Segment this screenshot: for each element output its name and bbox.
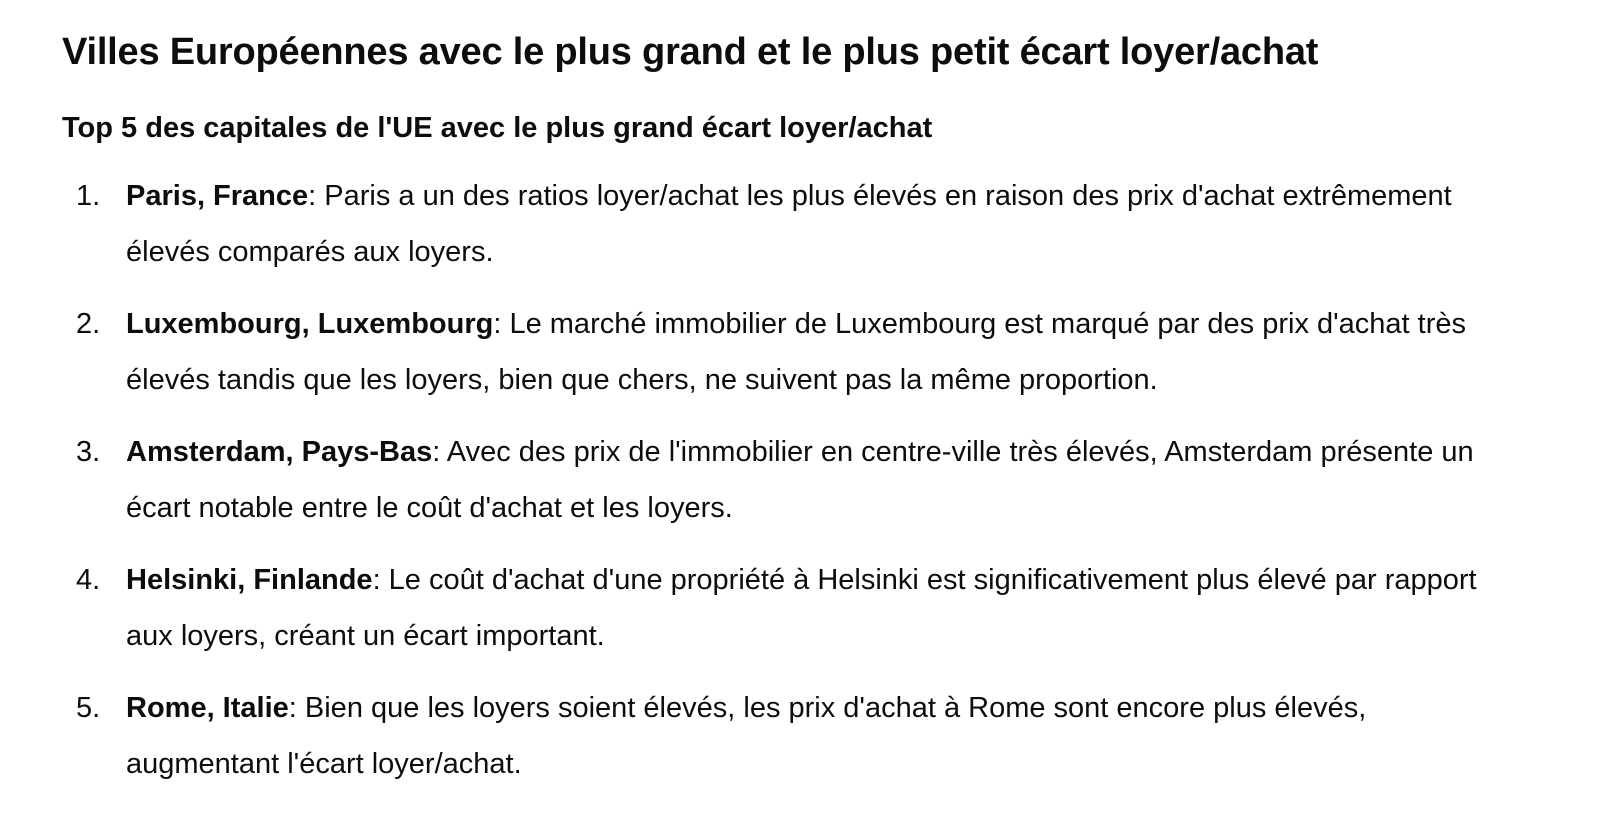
list-item	[62, 168, 1512, 280]
list-item-text: Le marché immobilier de Luxembourg est marqué par des prix d'achat très élevés tandis que les loyers, bien que chers, ne suivent pas la même proportion.	[126, 308, 1467, 396]
list-item-text: Paris a un des ratios loyer/achat les plus élevés en raison des prix d'achat extrêmement élevés comparés aux loyers.	[126, 180, 1452, 268]
list-item-separator: :	[288, 692, 297, 724]
list-item-number: 1.	[76, 180, 101, 212]
list-item-separator: :	[432, 436, 441, 468]
section-heading: Top 5 des capitales de l'UE avec le plus grand écart loyer/achat	[62, 112, 933, 144]
list-item-number: 5.	[76, 692, 101, 724]
list-item-text: Avec des prix de l'immobilier en centre-ville très élevés, Amsterdam présente un écart notable entre le coût d'achat et les loyers.	[126, 436, 1474, 524]
list-item-number: 4.	[76, 564, 101, 596]
list-item-city: Rome, Italie	[126, 692, 289, 724]
list-item-city: Amsterdam, Pays-Bas	[126, 436, 433, 468]
list-item-city: Helsinki, Finlande	[126, 564, 373, 596]
list-item	[62, 296, 1512, 408]
list-item-number: 3.	[76, 436, 101, 468]
list-item-separator: :	[308, 180, 317, 212]
list-item-text: Le coût d'achat d'une propriété à Helsinki est significativement plus élevé par rapport aux loyers, créant un écart important.	[126, 564, 1477, 652]
list-item	[62, 552, 1512, 664]
list-item-city: Paris, France	[126, 180, 309, 212]
page-title: Villes Européennes avec le plus grand et le plus petit écart loyer/achat	[62, 31, 1319, 73]
list-item-text: Bien que les loyers soient élevés, les prix d'achat à Rome sont encore plus élevés, augmentant l'écart loyer/achat.	[126, 692, 1367, 780]
list-item	[62, 424, 1512, 536]
ranked-list	[62, 168, 1512, 792]
list-item-separator: :	[372, 564, 381, 596]
list-item-number: 2.	[76, 308, 101, 340]
list-item-separator: :	[493, 308, 502, 340]
list-item	[62, 680, 1512, 792]
list-item-city: Luxembourg, Luxembourg	[126, 308, 494, 340]
